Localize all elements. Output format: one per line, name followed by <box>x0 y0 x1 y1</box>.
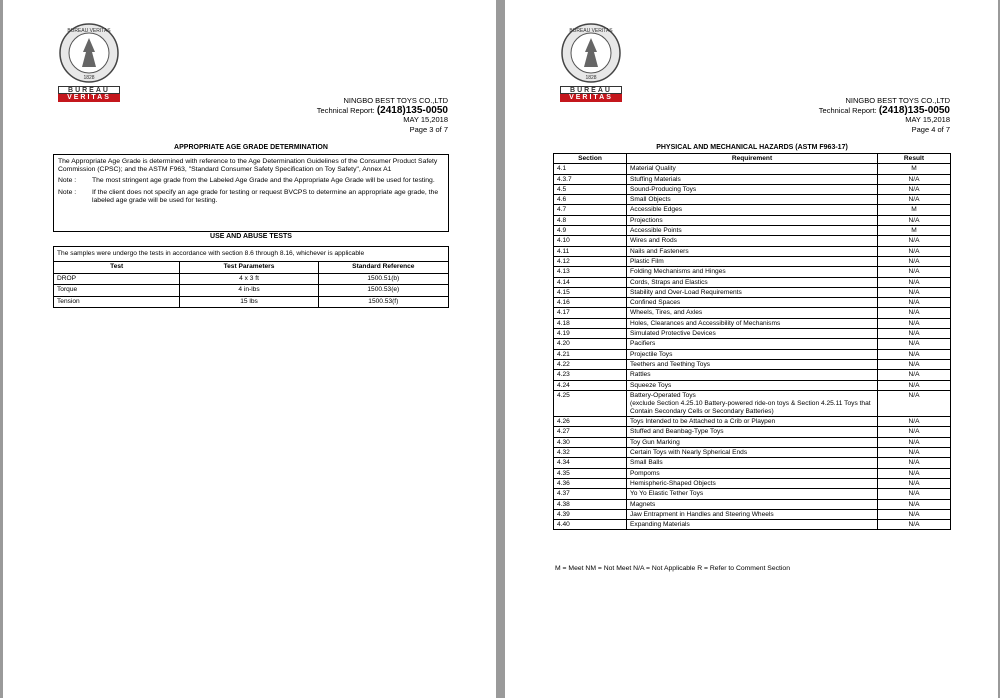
table-row <box>554 489 951 499</box>
table-row <box>554 427 951 437</box>
note-text: The most stringent age grade from the Labeled Age Grade and the Appropriate Age Grade will be used for testing. <box>92 177 435 185</box>
cell-result: N/A <box>878 489 951 499</box>
col-header-parameters: Test Parameters <box>180 262 318 274</box>
cell-requirement: Toy Gun Marking <box>627 437 878 447</box>
cell-requirement: Small Balls <box>627 458 878 468</box>
table-row <box>554 478 951 488</box>
cell-section: 4.6 <box>554 195 627 205</box>
cell-parameters: 15 lbs <box>180 296 318 308</box>
cell-requirement <box>627 390 878 416</box>
table-row <box>54 296 449 308</box>
cell-requirement: Jaw Entrapment in Handles and Steering Wheels <box>627 509 878 519</box>
cell-result: N/A <box>878 236 951 246</box>
bureau-veritas-logo <box>58 22 120 102</box>
age-grade-text: The Appropriate Age Grade is determined with reference to the Age Determination Guidelines of the Consumer Product Safety Commission (CPSC); and the ASTM F963, "Standard Consumer Safety Specification on Toy Safety", Annex A1 <box>58 158 438 174</box>
col-header-section: Section <box>554 154 627 164</box>
cell-requirement: Rattles <box>627 370 878 380</box>
table-row <box>554 509 951 519</box>
cell-result: N/A <box>878 478 951 488</box>
bureau-veritas-logo <box>560 22 622 102</box>
cell-requirement: Holes, Clearances and Accessibility of Mechanisms <box>627 318 878 328</box>
logo-band-bottom: VERITAS <box>58 94 120 102</box>
cell-section: 4.30 <box>554 437 627 447</box>
cell-requirement: Accessible Points <box>627 226 878 236</box>
table-row <box>54 285 449 297</box>
cell-requirement: Toys Intended to be Attached to a Crib or Playpen <box>627 417 878 427</box>
cell-result: N/A <box>878 390 951 416</box>
table-row <box>554 184 951 194</box>
requirement-text: Battery-Operated Toys <box>630 391 696 399</box>
company-name: NINGBO BEST TOYS CO.,LTD <box>845 96 950 105</box>
svg-text:1828: 1828 <box>585 75 597 81</box>
cell-result: N/A <box>878 174 951 184</box>
cell-result: N/A <box>878 437 951 447</box>
battery-exclusion-note: (exclude Section 4.25.10 Battery-powered ride-on toys & Section 4.25.11 Toys that Contain Secondary Cells or Secondary Batteries) <box>630 400 871 416</box>
cell-section: 4.16 <box>554 298 627 308</box>
report-date: MAY 15,2018 <box>403 115 448 124</box>
logo-band-top: BUREAU <box>560 86 622 94</box>
cell-requirement: Hemispheric-Shaped Objects <box>627 478 878 488</box>
document-page-4 <box>505 0 998 698</box>
svg-text:BUREAU VERITAS: BUREAU VERITAS <box>67 28 111 34</box>
table-row <box>554 226 951 236</box>
table-row <box>554 195 951 205</box>
table-row <box>554 215 951 225</box>
cell-requirement: Sound-Producing Toys <box>627 184 878 194</box>
cell-test: Torque <box>54 285 180 297</box>
cell-result: N/A <box>878 359 951 369</box>
cell-reference: 1500.53(e) <box>318 285 448 297</box>
cell-result: N/A <box>878 184 951 194</box>
cell-result: N/A <box>878 246 951 256</box>
table-row <box>554 267 951 277</box>
table-row <box>554 174 951 184</box>
cell-result: N/A <box>878 499 951 509</box>
cell-requirement: Stuffing Materials <box>627 174 878 184</box>
document-page-3 <box>3 0 496 698</box>
hazards-body <box>554 164 951 530</box>
use-abuse-intro: The samples were undergo the tests in accordance with section 8.6 through 8.16, whichever is applicable <box>54 247 449 262</box>
table-row <box>554 390 951 416</box>
cell-result: N/A <box>878 308 951 318</box>
cell-test: DROP <box>54 273 180 285</box>
cell-test: Tension <box>54 296 180 308</box>
cell-requirement: Expanding Materials <box>627 520 878 530</box>
cell-result: N/A <box>878 380 951 390</box>
col-header-requirement: Requirement <box>627 154 878 164</box>
table-row <box>554 318 951 328</box>
cell-requirement: Teethers and Teething Toys <box>627 359 878 369</box>
table-row <box>554 236 951 246</box>
cell-result: N/A <box>878 318 951 328</box>
note-label: Note : <box>58 177 77 185</box>
table-row <box>554 277 951 287</box>
table-row <box>554 298 951 308</box>
cell-section: 4.26 <box>554 417 627 427</box>
cell-requirement: Magnets <box>627 499 878 509</box>
cell-section: 4.18 <box>554 318 627 328</box>
cell-requirement: Plastic Film <box>627 256 878 266</box>
seal-icon <box>58 22 120 84</box>
table-row <box>554 205 951 215</box>
cell-result: N/A <box>878 195 951 205</box>
report-header <box>819 96 950 134</box>
cell-section: 4.9 <box>554 226 627 236</box>
cell-result: N/A <box>878 215 951 225</box>
cell-result: N/A <box>878 267 951 277</box>
cell-result: N/A <box>878 468 951 478</box>
cell-section: 4.13 <box>554 267 627 277</box>
col-header-reference: Standard Reference <box>318 262 448 274</box>
cell-section: 4.22 <box>554 359 627 369</box>
table-row <box>554 499 951 509</box>
use-abuse-title: USE AND ABUSE TESTS <box>210 233 292 240</box>
cell-section: 4.23 <box>554 370 627 380</box>
table-row <box>554 370 951 380</box>
cell-requirement: Confined Spaces <box>627 298 878 308</box>
col-header-result: Result <box>878 154 951 164</box>
cell-requirement: Projectile Toys <box>627 349 878 359</box>
cell-requirement: Small Objects <box>627 195 878 205</box>
cell-section: 4.3.7 <box>554 174 627 184</box>
cell-section: 4.34 <box>554 458 627 468</box>
cell-reference: 1500.51(b) <box>318 273 448 285</box>
cell-section: 4.10 <box>554 236 627 246</box>
table-row <box>554 468 951 478</box>
cell-result: M <box>878 226 951 236</box>
cell-section: 4.20 <box>554 339 627 349</box>
cell-section: 4.11 <box>554 246 627 256</box>
table-row <box>554 458 951 468</box>
cell-requirement: Accessible Edges <box>627 205 878 215</box>
cell-reference: 1500.53(f) <box>318 296 448 308</box>
cell-requirement: Stability and Over-Load Requirements <box>627 287 878 297</box>
table-row <box>554 349 951 359</box>
cell-requirement: Simulated Protective Devices <box>627 329 878 339</box>
cell-requirement: Wheels, Tires, and Axles <box>627 308 878 318</box>
logo-band-top: BUREAU <box>58 86 120 94</box>
report-label: Technical Report: <box>316 105 375 115</box>
cell-section: 4.40 <box>554 520 627 530</box>
cell-result: M <box>878 205 951 215</box>
cell-result: N/A <box>878 287 951 297</box>
table-row <box>554 359 951 369</box>
col-header-test: Test <box>54 262 180 274</box>
cell-result: N/A <box>878 349 951 359</box>
cell-section: 4.19 <box>554 329 627 339</box>
hazards-table <box>553 153 951 530</box>
cell-result: N/A <box>878 339 951 349</box>
note-1 <box>58 177 444 185</box>
table-row <box>554 287 951 297</box>
report-header <box>317 96 448 134</box>
report-number: (2418)135-0050 <box>376 104 448 116</box>
cell-requirement: Nails and Fasteners <box>627 246 878 256</box>
report-label: Technical Report: <box>818 105 877 115</box>
cell-section: 4.21 <box>554 349 627 359</box>
cell-requirement: Wires and Rods <box>627 236 878 246</box>
cell-section: 4.17 <box>554 308 627 318</box>
age-grade-title: APPROPRIATE AGE GRADE DETERMINATION <box>174 144 328 151</box>
cell-section: 4.27 <box>554 427 627 437</box>
page-number: Page 3 of 7 <box>409 124 448 134</box>
cell-requirement: Projections <box>627 215 878 225</box>
report-number: (2418)135-0050 <box>878 104 950 116</box>
cell-result: N/A <box>878 448 951 458</box>
table-row <box>554 308 951 318</box>
cell-result: N/A <box>878 417 951 427</box>
cell-requirement: Material Quality <box>627 164 878 174</box>
cell-result: N/A <box>878 427 951 437</box>
hazards-title: PHYSICAL AND MECHANICAL HAZARDS (ASTM F963-17) <box>656 144 848 151</box>
use-abuse-table <box>53 246 449 308</box>
cell-parameters: 4 in-lbs <box>180 285 318 297</box>
cell-result: N/A <box>878 370 951 380</box>
cell-result: N/A <box>878 277 951 287</box>
cell-requirement: Pompoms <box>627 468 878 478</box>
note-text: If the client does not specify an age grade for testing or request BVCPS to determine an appropriate age grade, the labeled age grade will be used for testing. <box>92 188 439 204</box>
company-name: NINGBO BEST TOYS CO.,LTD <box>343 96 448 105</box>
table-row <box>554 339 951 349</box>
table-row <box>554 164 951 174</box>
cell-section: 4.15 <box>554 287 627 297</box>
svg-text:BUREAU VERITAS: BUREAU VERITAS <box>569 28 613 34</box>
cell-section: 4.25 <box>554 390 627 416</box>
cell-requirement: Pacifiers <box>627 339 878 349</box>
cell-result: M <box>878 164 951 174</box>
seal-icon <box>560 22 622 84</box>
note-label: Note : <box>58 188 77 196</box>
table-row <box>554 256 951 266</box>
age-grade-box <box>53 154 449 232</box>
page-number: Page 4 of 7 <box>911 124 950 134</box>
cell-section: 4.37 <box>554 489 627 499</box>
cell-requirement: Stuffed and Beanbag-Type Toys <box>627 427 878 437</box>
cell-section: 4.36 <box>554 478 627 488</box>
cell-requirement: Yo Yo Elastic Tether Toys <box>627 489 878 499</box>
cell-requirement: Cords, Straps and Elastics <box>627 277 878 287</box>
cell-section: 4.8 <box>554 215 627 225</box>
table-row <box>554 329 951 339</box>
table-row <box>554 437 951 447</box>
cell-section: 4.12 <box>554 256 627 266</box>
cell-section: 4.5 <box>554 184 627 194</box>
svg-text:1828: 1828 <box>83 75 95 81</box>
table-row <box>554 380 951 390</box>
logo-band-bottom: VERITAS <box>560 94 622 102</box>
table-row <box>554 520 951 530</box>
report-date: MAY 15,2018 <box>905 115 950 124</box>
cell-result: N/A <box>878 329 951 339</box>
cell-section: 4.38 <box>554 499 627 509</box>
table-row <box>54 273 449 285</box>
cell-requirement: Squeeze Toys <box>627 380 878 390</box>
cell-requirement: Certain Toys with Nearly Spherical Ends <box>627 448 878 458</box>
cell-section: 4.14 <box>554 277 627 287</box>
note-2 <box>58 189 444 205</box>
table-row <box>554 246 951 256</box>
cell-result: N/A <box>878 256 951 266</box>
cell-result: N/A <box>878 298 951 308</box>
cell-result: N/A <box>878 509 951 519</box>
cell-section: 4.24 <box>554 380 627 390</box>
cell-section: 4.39 <box>554 509 627 519</box>
cell-section: 4.32 <box>554 448 627 458</box>
cell-result: N/A <box>878 458 951 468</box>
cell-section: 4.1 <box>554 164 627 174</box>
cell-result: N/A <box>878 520 951 530</box>
table-row <box>554 417 951 427</box>
result-legend: M = Meet NM = Not Meet N/A = Not Applicable R = Refer to Comment Section <box>555 565 790 572</box>
cell-parameters: 4 x 3 ft <box>180 273 318 285</box>
table-row <box>554 448 951 458</box>
cell-section: 4.7 <box>554 205 627 215</box>
cell-requirement: Folding Mechanisms and Hinges <box>627 267 878 277</box>
cell-section: 4.35 <box>554 468 627 478</box>
